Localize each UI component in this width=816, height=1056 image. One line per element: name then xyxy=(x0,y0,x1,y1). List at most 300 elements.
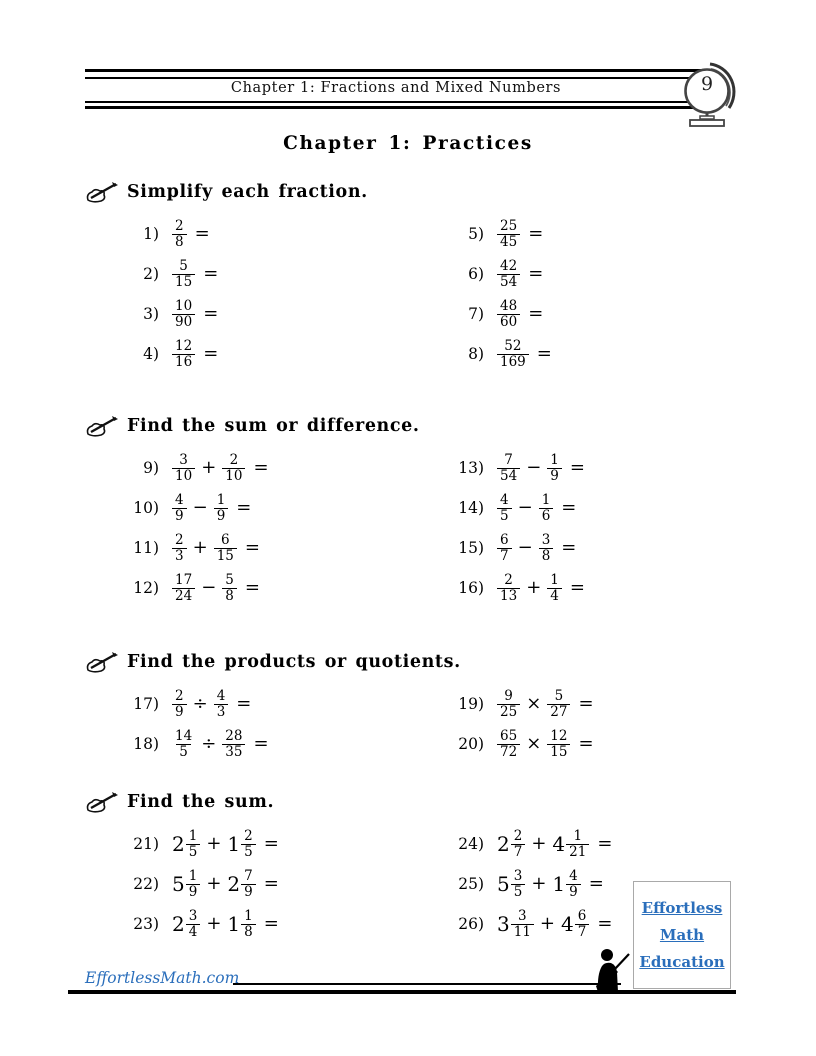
problem-expression xyxy=(497,869,604,898)
problem xyxy=(85,824,410,864)
header-rule-thick-bottom xyxy=(85,106,707,109)
fraction-term xyxy=(172,219,187,248)
denominator: 35 xyxy=(222,744,245,759)
equals-sign: = xyxy=(569,456,585,478)
fraction-term xyxy=(539,493,554,522)
problem-column xyxy=(85,448,410,608)
problem-grid xyxy=(85,214,735,374)
equals-sign: = xyxy=(203,302,219,324)
problem-expression xyxy=(497,453,585,482)
operator: + xyxy=(539,912,556,934)
equals-sign: = xyxy=(578,692,594,714)
header-rule-thin-bottom xyxy=(85,101,707,103)
equals-sign: = xyxy=(561,536,577,558)
problem-expression xyxy=(497,829,612,858)
problem-expression xyxy=(497,219,543,248)
denominator: 8 xyxy=(222,588,237,603)
fraction xyxy=(241,869,256,898)
section-instruction: Find the sum. xyxy=(127,792,275,812)
denominator: 15 xyxy=(547,744,570,759)
equals-sign: = xyxy=(263,832,279,854)
equals-sign: = xyxy=(528,222,544,244)
problem-expression xyxy=(172,909,279,938)
fraction xyxy=(222,453,245,482)
fraction-term xyxy=(552,829,589,858)
fraction-term xyxy=(539,533,554,562)
problem-number: 12) xyxy=(133,579,159,597)
problem-column xyxy=(410,684,735,764)
operator: − xyxy=(517,496,533,518)
fraction-term xyxy=(561,909,589,938)
problem xyxy=(410,334,735,374)
problem-grid xyxy=(85,448,735,608)
whole-number: 2 xyxy=(172,832,185,856)
problem xyxy=(410,824,735,864)
whole-number: 2 xyxy=(172,912,185,936)
fraction-term xyxy=(497,573,520,602)
denominator: 8 xyxy=(241,924,256,939)
problem xyxy=(410,684,735,724)
whole-number: 5 xyxy=(172,872,185,896)
header-rule-thick-top xyxy=(85,69,707,72)
denominator: 9 xyxy=(172,508,187,523)
operator: − xyxy=(526,456,542,478)
numerator: 25 xyxy=(500,218,518,235)
numerator: 5 xyxy=(179,258,188,275)
operator: ÷ xyxy=(201,732,217,754)
problem xyxy=(85,294,410,334)
problem-expression xyxy=(172,573,260,602)
problem-expression xyxy=(172,533,260,562)
fraction xyxy=(566,869,581,898)
numerator: 3 xyxy=(179,452,188,469)
denominator: 4 xyxy=(547,588,562,603)
fraction-term xyxy=(552,869,580,898)
denominator: 10 xyxy=(222,468,245,483)
fraction xyxy=(172,729,195,758)
problem xyxy=(410,214,735,254)
numerator: 3 xyxy=(541,532,551,549)
problem-number: 22) xyxy=(133,875,159,893)
fraction-term xyxy=(172,869,200,898)
denominator: 7 xyxy=(575,924,590,939)
fraction xyxy=(497,573,520,602)
problem-expression xyxy=(172,689,251,718)
fraction-term xyxy=(214,493,229,522)
fraction-term xyxy=(214,689,229,718)
writing-hand-icon xyxy=(85,414,119,438)
whole-number: 3 xyxy=(497,912,510,936)
fraction-term xyxy=(497,869,525,898)
problem-expression xyxy=(172,219,210,248)
fraction xyxy=(172,259,195,288)
numerator: 1 xyxy=(541,492,551,509)
fraction xyxy=(497,729,520,758)
fraction-term xyxy=(497,533,512,562)
problem-expression xyxy=(497,339,552,368)
denominator: 5 xyxy=(497,508,512,523)
problem xyxy=(410,528,735,568)
denominator: 7 xyxy=(511,844,526,859)
fraction-term xyxy=(497,689,520,718)
fraction xyxy=(497,219,520,248)
fraction xyxy=(214,689,229,718)
problem-number: 6) xyxy=(468,265,484,283)
equals-sign: = xyxy=(253,732,269,754)
denominator: 21 xyxy=(566,844,589,859)
globe-svg xyxy=(680,60,746,132)
operator: − xyxy=(201,576,217,598)
problem-number: 21) xyxy=(133,835,159,853)
fraction xyxy=(241,909,256,938)
fraction-term xyxy=(172,573,195,602)
operator: + xyxy=(526,576,542,598)
whole-number: 2 xyxy=(497,832,510,856)
problem xyxy=(85,254,410,294)
fraction xyxy=(497,339,529,368)
numerator: 6 xyxy=(500,532,509,549)
operator: ÷ xyxy=(192,692,208,714)
problem xyxy=(410,294,735,334)
fraction-term xyxy=(222,729,245,758)
numerator: 2 xyxy=(244,828,253,845)
problem-column xyxy=(410,448,735,608)
denominator: 27 xyxy=(547,704,570,719)
fraction-term xyxy=(497,339,529,368)
fraction-term xyxy=(222,573,237,602)
fraction xyxy=(172,299,195,328)
section-instruction: Find the products or quotients. xyxy=(127,652,461,672)
denominator: 11 xyxy=(511,924,534,939)
fraction-term xyxy=(547,573,562,602)
fraction xyxy=(575,909,590,938)
denominator: 7 xyxy=(497,548,512,563)
denominator: 54 xyxy=(497,274,520,289)
operator: × xyxy=(526,732,542,754)
page-number: 9 xyxy=(700,73,714,95)
problem-column xyxy=(85,214,410,374)
equals-sign: = xyxy=(203,262,219,284)
equals-sign: = xyxy=(236,496,252,518)
numerator: 7 xyxy=(504,452,513,469)
equals-sign: = xyxy=(203,342,219,364)
numerator: 12 xyxy=(175,338,193,355)
equals-sign: = xyxy=(253,456,269,478)
problem xyxy=(410,254,735,294)
denominator: 72 xyxy=(497,744,520,759)
problem-number: 1) xyxy=(143,225,159,243)
section-header xyxy=(85,412,735,440)
page-title: Chapter 1: Practices xyxy=(283,133,533,154)
fraction xyxy=(497,689,520,718)
denominator: 9 xyxy=(241,884,256,899)
problem-number: 9) xyxy=(143,459,159,477)
denominator: 13 xyxy=(497,588,520,603)
numerator: 3 xyxy=(518,908,527,925)
numerator: 1 xyxy=(188,828,198,845)
denominator: 5 xyxy=(176,744,191,759)
writing-hand-icon xyxy=(85,790,119,814)
problem-number: 23) xyxy=(133,915,159,933)
section-instruction: Simplify each fraction. xyxy=(127,182,368,202)
numerator: 9 xyxy=(504,688,513,705)
fraction-term xyxy=(172,533,187,562)
operator: + xyxy=(531,872,547,894)
footer-site-link[interactable]: EffortlessMath.com xyxy=(85,969,240,987)
fraction xyxy=(511,829,526,858)
problem-expression xyxy=(172,259,218,288)
numerator: 2 xyxy=(175,218,184,235)
fraction-term xyxy=(227,869,255,898)
equals-sign: = xyxy=(536,342,552,364)
problem xyxy=(410,488,735,528)
numerator: 1 xyxy=(550,452,559,469)
problem xyxy=(85,214,410,254)
problem-expression xyxy=(497,493,576,522)
teacher-pointer-icon xyxy=(590,946,634,992)
equals-sign: = xyxy=(244,576,260,598)
denominator: 24 xyxy=(172,588,195,603)
fraction-term xyxy=(497,299,520,328)
fraction xyxy=(172,339,195,368)
problem-expression xyxy=(172,339,218,368)
fraction xyxy=(497,299,520,328)
footer-rule-thick xyxy=(68,990,736,994)
fraction-term xyxy=(497,729,520,758)
fraction xyxy=(172,493,187,522)
numerator: 1 xyxy=(573,828,583,845)
problem-expression xyxy=(172,453,269,482)
fraction xyxy=(497,453,520,482)
problem-column xyxy=(85,684,410,764)
fraction-term xyxy=(172,909,200,938)
denominator: 9 xyxy=(172,704,187,719)
fraction-term xyxy=(172,453,195,482)
fraction-term xyxy=(172,339,195,368)
problem-number: 11) xyxy=(133,539,159,557)
section-instruction: Find the sum or difference. xyxy=(127,416,420,436)
operator: − xyxy=(517,536,533,558)
problem-column xyxy=(410,214,735,374)
problem xyxy=(85,448,410,488)
fraction-term xyxy=(497,909,534,938)
problem-expression xyxy=(172,729,269,758)
whole-number: 4 xyxy=(552,832,566,856)
problem-grid xyxy=(85,684,735,764)
numerator: 17 xyxy=(175,572,193,589)
numerator: 2 xyxy=(175,532,184,549)
equals-sign: = xyxy=(597,912,613,934)
problem-number: 7) xyxy=(468,305,484,323)
problem-number: 24) xyxy=(458,835,484,853)
numerator: 2 xyxy=(513,828,523,845)
problem xyxy=(85,864,410,904)
section-simplify xyxy=(85,178,735,374)
numerator: 52 xyxy=(504,338,522,355)
numerator: 2 xyxy=(229,452,239,469)
whole-number: 1 xyxy=(227,832,241,856)
numerator: 1 xyxy=(244,908,253,925)
problem xyxy=(85,568,410,608)
denominator: 60 xyxy=(497,314,520,329)
fraction-term xyxy=(172,689,187,718)
problem-number: 10) xyxy=(133,499,159,517)
problem-number: 18) xyxy=(133,735,159,753)
numerator: 4 xyxy=(500,492,509,509)
operator: + xyxy=(192,536,208,558)
problem xyxy=(410,724,735,764)
fraction xyxy=(497,259,520,288)
denominator: 25 xyxy=(497,704,520,719)
problem-number: 15) xyxy=(458,539,484,557)
problem-expression xyxy=(497,573,585,602)
numerator: 4 xyxy=(175,492,184,509)
badge-link-math[interactable]: Math xyxy=(659,926,705,944)
fraction xyxy=(222,573,237,602)
effortless-math-education-badge xyxy=(633,881,731,989)
denominator: 169 xyxy=(497,354,529,369)
problem-number: 20) xyxy=(458,735,484,753)
whole-number: 1 xyxy=(552,872,566,896)
problem-expression xyxy=(497,689,594,718)
fraction xyxy=(186,869,201,898)
numerator: 48 xyxy=(500,298,518,315)
fraction xyxy=(172,533,187,562)
denominator: 8 xyxy=(539,548,554,563)
numerator: 7 xyxy=(244,868,253,885)
section-header xyxy=(85,648,735,676)
equals-sign: = xyxy=(528,302,544,324)
equals-sign: = xyxy=(578,732,594,754)
numerator: 14 xyxy=(175,728,193,745)
equals-sign: = xyxy=(597,832,613,854)
section-sum-difference xyxy=(85,412,735,608)
fraction xyxy=(497,533,512,562)
numerator: 28 xyxy=(225,728,243,745)
denominator: 10 xyxy=(172,468,195,483)
writing-hand-icon xyxy=(85,180,119,204)
equals-sign: = xyxy=(569,576,585,598)
problem-expression xyxy=(497,729,594,758)
fraction xyxy=(547,453,562,482)
fraction xyxy=(172,219,187,248)
numerator: 4 xyxy=(569,868,578,885)
fraction xyxy=(186,829,201,858)
badge-link-education[interactable]: Education xyxy=(639,953,725,971)
problem-number: 8) xyxy=(468,345,484,363)
numerator: 5 xyxy=(225,572,234,589)
fraction-term xyxy=(497,219,520,248)
denominator: 45 xyxy=(497,234,520,249)
denominator: 3 xyxy=(172,548,187,563)
fraction-term xyxy=(172,493,187,522)
fraction xyxy=(214,493,229,522)
denominator: 3 xyxy=(214,704,229,719)
whole-number: 4 xyxy=(561,912,574,936)
problem-number: 16) xyxy=(458,579,484,597)
problem-expression xyxy=(497,299,543,328)
fraction-term xyxy=(172,729,195,758)
fraction-term xyxy=(214,533,237,562)
problem-number: 25) xyxy=(458,875,484,893)
denominator: 90 xyxy=(172,314,195,329)
denominator: 5 xyxy=(511,884,526,899)
section-header xyxy=(85,178,735,206)
problem xyxy=(410,568,735,608)
fraction-term xyxy=(497,259,520,288)
fraction-term xyxy=(497,453,520,482)
numerator: 12 xyxy=(550,728,568,745)
equals-sign: = xyxy=(588,872,604,894)
denominator: 5 xyxy=(241,844,256,859)
denominator: 9 xyxy=(566,884,581,899)
numerator: 2 xyxy=(175,688,184,705)
problem-number: 5) xyxy=(468,225,484,243)
fraction xyxy=(497,493,512,522)
denominator: 15 xyxy=(172,274,195,289)
problem xyxy=(85,334,410,374)
numerator: 1 xyxy=(550,572,559,589)
fraction-term xyxy=(172,259,195,288)
problem-number: 14) xyxy=(458,499,484,517)
denominator: 15 xyxy=(214,548,237,563)
numerator: 10 xyxy=(175,298,193,315)
problem-number: 2) xyxy=(143,265,159,283)
numerator: 65 xyxy=(500,728,518,745)
fraction xyxy=(186,909,201,938)
header-rule-thin-top xyxy=(85,77,707,79)
equals-sign: = xyxy=(263,912,279,934)
problem xyxy=(85,528,410,568)
fraction xyxy=(547,573,562,602)
operator: + xyxy=(206,872,222,894)
denominator: 4 xyxy=(186,924,201,939)
equals-sign: = xyxy=(236,692,252,714)
operator: + xyxy=(531,832,547,854)
equals-sign: = xyxy=(194,222,210,244)
operator: × xyxy=(526,692,542,714)
problem xyxy=(85,488,410,528)
section-products-quotients xyxy=(85,648,735,764)
fraction-term xyxy=(497,493,512,522)
fraction-term xyxy=(222,453,245,482)
numerator: 3 xyxy=(188,908,198,925)
fraction xyxy=(172,573,195,602)
problem xyxy=(85,684,410,724)
fraction-term xyxy=(227,909,255,938)
badge-link-effortless[interactable]: Effortless xyxy=(641,899,723,917)
denominator: 6 xyxy=(539,508,554,523)
equals-sign: = xyxy=(561,496,577,518)
denominator: 8 xyxy=(172,234,187,249)
numerator: 1 xyxy=(216,492,226,509)
numerator: 1 xyxy=(188,868,198,885)
equals-sign: = xyxy=(263,872,279,894)
whole-number: 5 xyxy=(497,872,510,896)
operator: + xyxy=(206,912,222,934)
whole-number: 1 xyxy=(227,912,241,936)
problem-column xyxy=(85,824,410,944)
writing-hand-icon xyxy=(85,650,119,674)
whole-number: 2 xyxy=(227,872,241,896)
denominator: 9 xyxy=(214,508,229,523)
problem-number: 26) xyxy=(458,915,484,933)
operator: + xyxy=(206,832,222,854)
section-header xyxy=(85,788,735,816)
fraction xyxy=(172,453,195,482)
fraction xyxy=(511,869,526,898)
fraction xyxy=(172,689,187,718)
